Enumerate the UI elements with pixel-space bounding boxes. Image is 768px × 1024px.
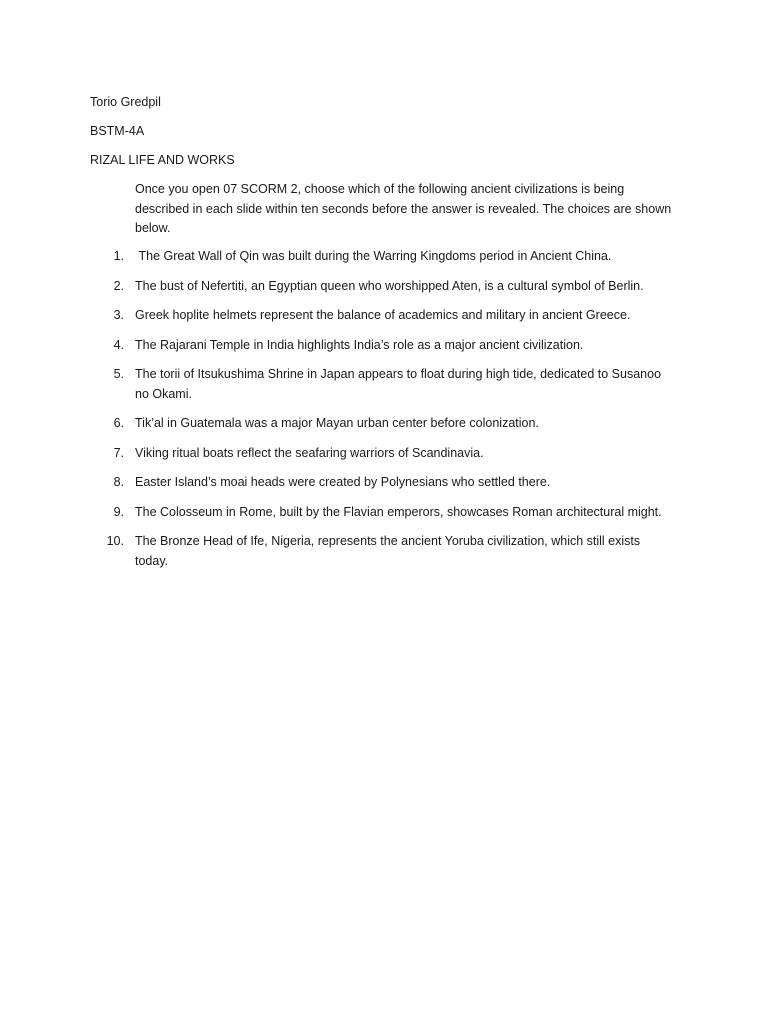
list-item-text: Easter Island’s moai heads were created by Polynesians who settled there. bbox=[135, 475, 551, 489]
list-item bbox=[0, 414, 768, 434]
list-item-number: 10. bbox=[106, 534, 124, 548]
list-item-number: 2. bbox=[113, 278, 124, 293]
list-item-number: 7. bbox=[113, 445, 124, 460]
list-item-text: The Rajarani Temple in India highlights India’s role as a major ancient civilization. bbox=[135, 337, 584, 352]
list-item-text: The Great Wall of Qin was built during the Warring Kingdoms period in Ancient China. bbox=[135, 249, 612, 263]
student-name: Torio Gredpil bbox=[90, 95, 161, 109]
list-item bbox=[0, 532, 768, 571]
list-item bbox=[0, 277, 768, 297]
list-item-text: The bust of Nefertiti, an Egyptian queen who worshipped Aten, is a cultural symbol of Berlin. bbox=[135, 278, 644, 293]
list-item bbox=[0, 365, 768, 404]
list-item-number: 4. bbox=[113, 337, 124, 352]
list-item-number: 8. bbox=[113, 475, 124, 489]
list-item-text: The Colosseum in Rome, built by the Flavian emperors, showcases Roman architectural might. bbox=[135, 504, 662, 519]
list-item-number: 9. bbox=[113, 504, 124, 519]
list-item-text: Tik’al in Guatemala was a major Mayan urban center before colonization. bbox=[135, 416, 539, 430]
list-item-text: Viking ritual boats reflect the seafaring warriors of Scandinavia. bbox=[135, 445, 484, 460]
list-item bbox=[0, 306, 768, 326]
list-item bbox=[0, 247, 768, 267]
list-item-text: The Bronze Head of Ife, Nigeria, represents the ancient Yoruba civilization, which still exists today. bbox=[135, 534, 641, 568]
list-item-text: Greek hoplite helmets represent the balance of academics and military in ancient Greece. bbox=[135, 308, 631, 322]
list-item-number: 5. bbox=[113, 367, 124, 381]
list-item-number: 3. bbox=[113, 308, 124, 322]
subject-title: RIZAL LIFE AND WORKS bbox=[90, 153, 235, 167]
list-item bbox=[0, 473, 768, 493]
list-item bbox=[0, 503, 768, 523]
instructions-paragraph: Once you open 07 SCORM 2, choose which of the following ancient civilizations is being described in each slide within ten seconds before the answer is revealed. The choices are shown below. bbox=[135, 182, 672, 235]
student-section: BSTM-4A bbox=[90, 124, 145, 138]
list-item bbox=[0, 336, 768, 356]
list-item-number: 6. bbox=[113, 416, 124, 430]
numbered-list bbox=[0, 247, 768, 581]
list-item-text: The torii of Itsukushima Shrine in Japan appears to float during high tide, dedicated to Susanoo no Okami. bbox=[135, 367, 662, 401]
list-item-number: 1. bbox=[113, 249, 124, 263]
list-item bbox=[0, 444, 768, 464]
